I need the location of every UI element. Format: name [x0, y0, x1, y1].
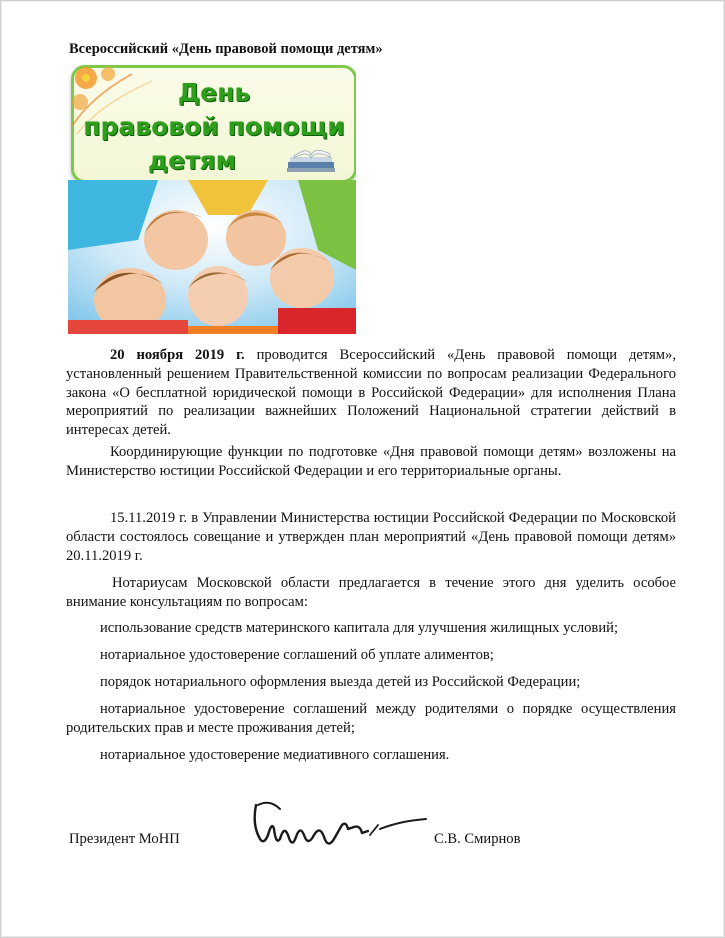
signatory-name: С.В. Смирнов: [434, 831, 521, 847]
banner-line-3: детям: [147, 146, 237, 175]
children-photo: [68, 180, 356, 334]
banner-line-1: День: [177, 78, 251, 107]
paragraph-4: Нотариусам Московской области предлагается в течение этого дня уделить особое внимание консультациям по вопросам:: [66, 575, 676, 610]
banner-sign: [71, 65, 356, 183]
books-icon: [284, 146, 339, 174]
banner-line-2: правовой помощи: [83, 112, 345, 141]
paragraph-1-text: проводится Всероссийский «День правовой помощи детям», установленный решением Правительственной комиссии по вопросам реализации Федерального закона «О бесплатной юридической помощи в Российской Федерации» для исполнения Плана мероприятий по реализации важнейших Положений Национальной стратегии действий в интересах детей.: [66, 347, 676, 439]
handwritten-signature: [250, 795, 430, 857]
paragraph-3: 15.11.2019 г. в Управлении Министерства юстиции Российской Федерации по Московской области состоялось совещание и утвержден план мероприятий «День правовой помощи детям» 20.11.2019 г.: [66, 510, 676, 564]
list-item: использование средств материнского капитала для улучшения жилищных условий;: [100, 620, 618, 636]
list-item: нотариальное удостоверение соглашений между родителями о порядке осуществления родительских прав и месте проживания детей;: [66, 701, 676, 736]
list-item: нотариальное удостоверение медиативного соглашения.: [100, 747, 450, 763]
signatory-role: Президент МоНП: [69, 831, 180, 847]
document-title: Всероссийский «День правовой помощи детям»: [69, 41, 383, 57]
paragraph-1-date: 20 ноября 2019 г.: [110, 347, 245, 363]
paragraph-2: Координирующие функции по подготовке «Дня правовой помощи детям» возложены на Министерство юстиции Российской Федерации и его территориальные органы.: [66, 444, 676, 479]
banner-image: [68, 62, 356, 334]
paragraph-1: [66, 346, 676, 440]
list-item: порядок нотариального оформления выезда детей из Российской Федерации;: [100, 674, 581, 690]
list-item: нотариальное удостоверение соглашений об уплате алиментов;: [100, 647, 494, 663]
